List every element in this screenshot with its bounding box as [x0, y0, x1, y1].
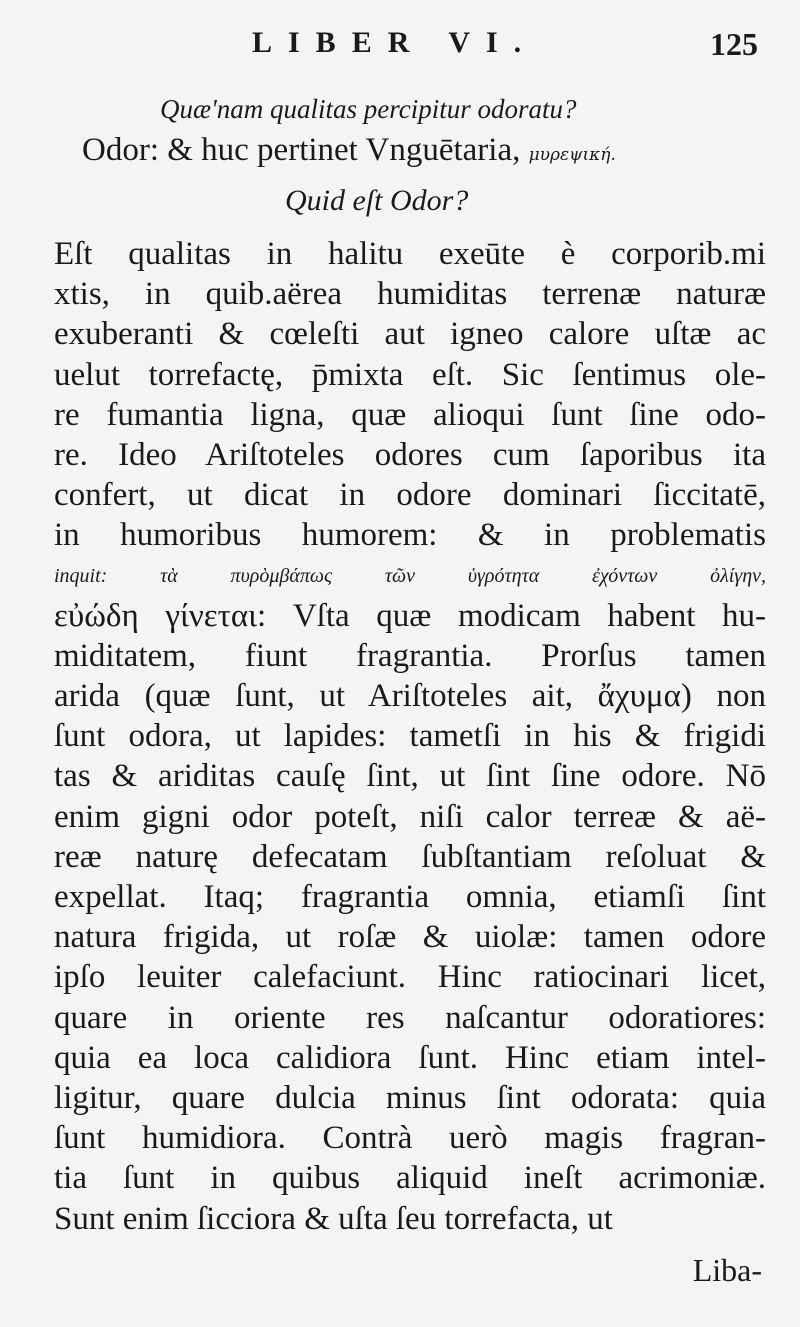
- text-line: Sunt enim ſicciora & uſta ſeu torrefacta, ut: [54, 1200, 613, 1237]
- text-line: expellat. Itaq; fragrantia omnia, etiamſi ſint: [54, 879, 766, 915]
- running-head: [0, 26, 800, 66]
- text-line: quare in oriente res naſcantur odoratiores:: [54, 999, 766, 1036]
- text-line: arida (quæ ſunt, ut Ariſtoteles ait, ἄχυμα) non: [54, 678, 766, 715]
- answer-text: Odor: & huc pertinet Vnguētaria,: [82, 132, 521, 168]
- text-line: quia ea loca calidiora ſunt. Hinc etiam intel-: [54, 1039, 766, 1076]
- body-paragraph: [54, 234, 766, 1239]
- question-heading-2: Quid eſt Odor?: [285, 184, 469, 217]
- greek-term: μυρεψική.: [528, 145, 616, 165]
- text-line: exuberanti & cœleſti aut igneo calore uſtæ ac: [54, 316, 766, 353]
- text-line: ſunt humidiora. Contrà uerò magis fragran-: [54, 1120, 766, 1157]
- text-line: tia ſunt in quibus aliquid ineſt acrimoniæ.: [54, 1160, 766, 1197]
- text-line: tas & ariditas cauſę ſint, ut ſint ſine odore. Nō: [54, 758, 766, 795]
- text-line: Eſt qualitas in halitu exeūte è corporib.mi: [54, 236, 766, 272]
- text-line: ipſo leuiter calefaciunt. Hinc ratiocinari licet,: [54, 959, 766, 996]
- page-number: 125: [710, 26, 758, 62]
- text-line: εὐώδη γίνεται: Vſta quæ modicam habent hu-: [54, 597, 766, 634]
- text-line: in humoribus humorem: & in problematis: [54, 517, 766, 554]
- text-line: ſunt odora, ut lapides: tametſi in his & frigidi: [54, 718, 766, 755]
- answer-line-1: [82, 132, 616, 169]
- question-heading-1: Quæ'nam qualitas percipitur odoratu?: [160, 94, 577, 124]
- text-line: xtis, in quib.aërea humiditas terrenæ naturæ: [54, 276, 766, 313]
- catchword: Liba-: [692, 1252, 762, 1288]
- text-line: confert, ut dicat in odore dominari ſiccitatē,: [54, 477, 766, 514]
- text-line: reæ naturę defecatam ſubſtantiam reſoluat &: [54, 838, 766, 875]
- text-line: enim gigni odor poteſt, niſi calor terreæ & aë-: [54, 798, 766, 835]
- text-line: uelut torrefactę, p̄mixta eſt. Sic ſentimus ole-: [54, 356, 766, 393]
- text-line: natura frigida, ut roſæ & uiolæ: tamen odore: [54, 919, 766, 956]
- text-line: miditatem, fiunt fragrantia. Prorſus tamen: [54, 637, 766, 674]
- text-line: ligitur, quare dulcia minus ſint odorata: quia: [54, 1079, 766, 1116]
- running-title: LIBER VI.: [252, 26, 538, 59]
- text-line: inquit: τὰ πυρὸμβάπως τῶν ὑγρότητα ἐχόντων ὀλίγην,: [54, 564, 766, 587]
- text-line: re fumantia ligna, quæ alioqui ſunt ſine odo-: [54, 396, 766, 433]
- text-line: re. Ideo Ariſtoteles odores cum ſaporibus ita: [54, 436, 766, 473]
